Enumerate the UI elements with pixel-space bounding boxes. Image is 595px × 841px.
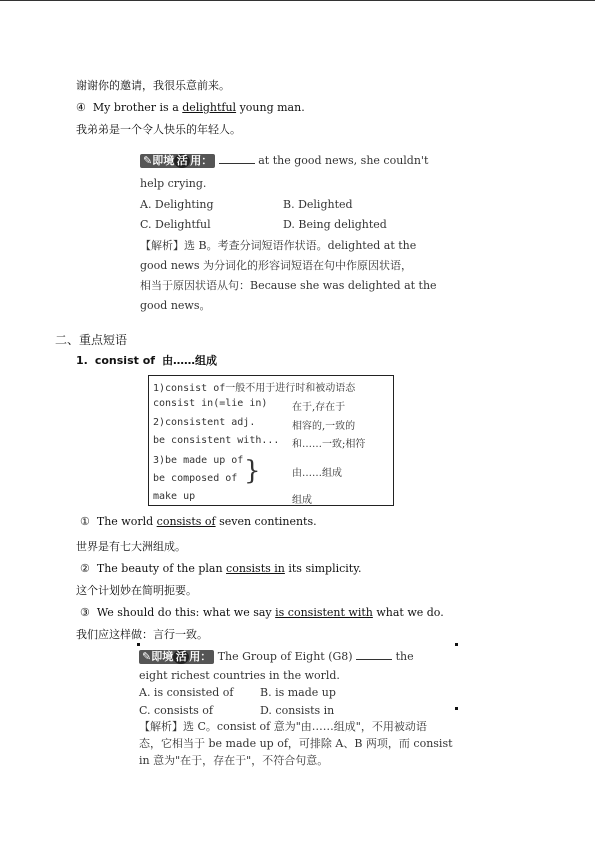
option-d: D. consists in <box>260 704 335 717</box>
chinese-translation-4: 我弟弟是一个令人快乐的年轻人。 <box>76 123 241 136</box>
corner-mark <box>137 643 140 646</box>
table-row: 3)be made up of <box>153 455 244 466</box>
page-top-border <box>0 0 595 1</box>
analysis-line-2: 态，它相当于 be made up of，可排除 A、B 两项，而 consist <box>139 737 453 750</box>
table-row: make up <box>153 491 196 502</box>
option-c: C. consists of <box>139 704 213 717</box>
example-post: young man. <box>236 101 305 114</box>
analysis-line-4: good news。 <box>140 299 211 312</box>
analysis-line-2: good news 为分词化的形容词短语在句中作原因状语， <box>140 259 412 272</box>
example-sentence-2: ② The beauty of the plan consists in its simplicity. <box>80 562 362 575</box>
pencil-icon: ✎ <box>142 650 152 663</box>
exercise-question-1: ✎即境 活 用： at the good news, she couldn't <box>140 154 428 168</box>
option-a: A. Delighting <box>140 198 214 211</box>
exercise-question-2-line2: eight richest countries in the world. <box>139 669 340 682</box>
exercise-question-1-line2: help crying. <box>140 177 207 190</box>
table-row: 1)consist of一般不用于进行时和被动语态 <box>153 383 356 394</box>
answer-blank <box>219 163 255 164</box>
chinese-translation-1: 谢谢你的邀请，我很乐意前来。 <box>76 79 230 92</box>
example-sentence-4 <box>76 101 305 115</box>
section-heading: 二、重点短语 <box>55 333 128 347</box>
answer-blank <box>356 659 392 660</box>
example-sentence-3: ③ We should do this: what we say is consistent with what we do. <box>80 606 444 619</box>
chinese-translation-e1: 世界是有七大洲组成。 <box>76 540 186 553</box>
analysis-line-3: 相当于原因状语从句：Because she was delighted at the <box>140 279 437 292</box>
option-c: C. Delightful <box>140 218 211 231</box>
phrase-item: 1. consist of 由……组成 <box>76 354 218 367</box>
option-a: A. is consisted of <box>139 686 234 699</box>
table-cell: 在于,存在于 <box>292 402 346 413</box>
example-pre: My brother is a <box>92 101 183 114</box>
exercise-tag: ✎即境 活 用： <box>139 650 214 664</box>
example-sentence-1: ① The world consists of seven continents. <box>80 515 317 528</box>
table-row: consist in(=lie in) <box>153 398 268 409</box>
option-b: B. Delighted <box>283 198 353 211</box>
table-cell: 相容的,一致的 <box>292 421 356 432</box>
analysis-line-1: 【解析】选 C。consist of 意为"由……组成"，不用被动语 <box>139 720 427 733</box>
analysis-line-3: in 意为"在于，存在于"，不符合句意。 <box>139 754 329 767</box>
table-row: be consistent with... <box>153 435 280 446</box>
exercise-question-2: ✎即境 活 用： The Group of Eight (G8) the <box>139 650 414 664</box>
option-d: D. Being delighted <box>283 218 387 231</box>
corner-mark <box>455 707 458 710</box>
phrase-meaning: 由……组成 <box>162 354 218 367</box>
table-cell: 和……一致;相符 <box>292 439 366 450</box>
underlined-word: delightful <box>182 101 237 114</box>
table-row: 2)consistent adj. <box>153 417 256 428</box>
chinese-translation-e2: 这个计划妙在简明扼要。 <box>76 584 197 597</box>
table-row: be composed of <box>153 473 238 484</box>
example-number: ④ <box>76 101 86 114</box>
pencil-icon: ✎ <box>143 154 153 167</box>
table-cell: 由……组成 <box>292 468 342 479</box>
table-cell: 组成 <box>292 495 312 506</box>
chinese-translation-e3: 我们应这样做：言行一致。 <box>76 628 208 641</box>
phrase-table <box>148 375 394 506</box>
corner-mark <box>455 643 458 646</box>
exercise-tag: ✎即境 活 用： <box>140 154 215 168</box>
phrase-title: consist of <box>94 354 156 367</box>
option-b: B. is made up <box>260 686 336 699</box>
analysis-line-1: 【解析】选 B。考查分词短语作状语。delighted at the <box>140 239 417 252</box>
brace-glyph: } <box>244 456 261 486</box>
